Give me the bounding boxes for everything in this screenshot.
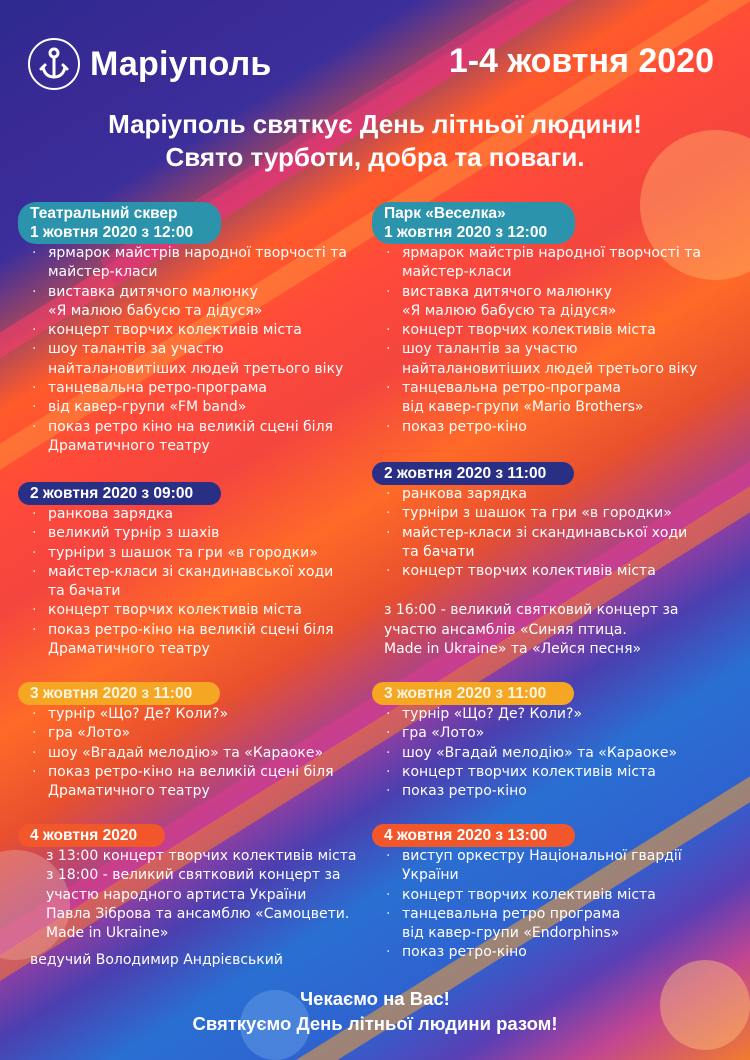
list-item: · шоу «Вгадай мелодію» та «Караоке»	[30, 744, 363, 763]
venue-pill	[18, 202, 221, 244]
list-item: · показ ретро-кіно на великій сцені біля Драматичного театру	[30, 621, 363, 660]
list-item: · ранкова зарядка	[384, 485, 717, 504]
text-line: з 13:00 концерт творчих колективів міста	[46, 848, 357, 864]
list-item: · концерт творчих колективів міста	[384, 321, 717, 340]
day1-list	[372, 244, 717, 437]
list-item: · концерт творчих колективів міста	[384, 763, 717, 782]
day3-list	[18, 705, 363, 801]
right-day3	[372, 682, 717, 801]
day3-list	[372, 705, 717, 801]
right-day4	[372, 824, 717, 963]
list-item: · концерт творчих колективів міста	[30, 601, 363, 620]
footer-line-1: Чекаємо на Вас!	[300, 988, 450, 1009]
list-item: · від кавер-групи «FM band»	[30, 398, 363, 417]
left-day4	[18, 824, 363, 971]
day-pill: 2 жовтня 2020 з 09:00	[18, 482, 221, 505]
day4-list	[372, 847, 717, 963]
list-item: · показ ретро-кіно	[384, 782, 717, 801]
list-item: · турніри з шашок та гри «в городки»	[30, 544, 363, 563]
text-line: Made in Ukraine»	[46, 925, 169, 942]
list-item: · турнір «Що? Де? Коли?»	[30, 705, 363, 724]
day-pill: 3 жовтня 2020 з 11:00	[372, 682, 574, 705]
list-item: · ярмарок майстрів народної творчості та майстер-класи	[384, 244, 717, 283]
list-item: · показ ретро-кіно	[384, 943, 717, 962]
day-pill: 4 жовтня 2020 з 13:00	[372, 824, 575, 847]
list-item: · майстер-класи зі скандинавської ходи та бачати	[384, 524, 717, 563]
day2-list	[372, 485, 717, 581]
text-line: з 18:00 - великий святковий концерт за	[46, 867, 341, 884]
host-line: ведучий Володимир Андрієвський	[30, 952, 283, 969]
footer-line-2: Святкуємо День літньої людини разом!	[192, 1013, 558, 1034]
text-line: з 16:00 - великий святковий концерт за	[384, 602, 679, 619]
venue-name: Парк «Веселка»	[384, 205, 506, 222]
list-item: · показ ретро-кіно	[384, 418, 717, 437]
text-line: Made in Ukraine» та «Лейся песня»	[384, 641, 642, 658]
city-logo	[28, 38, 272, 90]
left-day2	[18, 482, 363, 659]
list-item: · гра «Лото»	[384, 724, 717, 743]
list-item: · гра «Лото»	[30, 724, 363, 743]
anchor-icon	[28, 38, 80, 90]
list-item: · виступ оркестру Національної гвардії України	[384, 847, 717, 886]
list-item: · шоу «Вгадай мелодію» та «Караоке»	[384, 744, 717, 763]
list-item: · танцевальна ретро-програма від кавер-групи «Mario Brothers»	[384, 379, 717, 418]
list-item: · показ ретро кіно на великій сцені біля Драматичного театру	[30, 418, 363, 457]
list-item: · виставка дитячого малюнку «Я малюю бабусю та дідуся»	[384, 283, 717, 322]
day-pill: 2 жовтня 2020 з 11:00	[372, 462, 574, 485]
venue-teatralnyi-skver	[18, 202, 363, 456]
list-item: · танцевальна ретро програма від кавер-групи «Endorphins»	[384, 905, 717, 944]
day-pill: 3 жовтня 2020 з 11:00	[18, 682, 220, 705]
text-line: участю ансамблів «Синяя птица.	[384, 621, 627, 638]
day-date: 1 жовтня 2020 з 12:00	[30, 224, 194, 241]
day-pill: 4 жовтня 2020	[18, 824, 165, 847]
list-item: · концерт творчих колективів міста	[384, 562, 717, 581]
event-dates: 1-4 жовтня 2020	[448, 42, 714, 80]
list-item: · турніри з шашок та гри «в городки»	[384, 504, 717, 523]
list-item: · шоу талантів за участю найталановитіших людей третього віку	[384, 340, 717, 379]
list-item: · великий турнір з шахів	[30, 524, 363, 543]
list-item: · концерт творчих колективів міста	[384, 886, 717, 905]
venue-park-veselka	[372, 202, 717, 437]
venue-pill	[372, 202, 575, 244]
list-item: · концерт творчих колективів міста	[30, 321, 363, 340]
headline-line-1: Маріуполь святкує День літньої людини!	[108, 109, 642, 139]
day-date: 1 жовтня 2020 з 12:00	[384, 224, 548, 241]
left-day3	[18, 682, 363, 801]
day1-list	[18, 244, 363, 456]
footer-message	[0, 986, 750, 1036]
day2-list	[18, 505, 363, 659]
list-item: · турнір «Що? Де? Коли?»	[384, 705, 717, 724]
venue-name: Театральний сквер	[30, 205, 178, 222]
list-item: · шоу талантів за участю найталановитіших людей третього віку	[30, 340, 363, 379]
list-item: · танцевальна ретро-програма	[30, 379, 363, 398]
headline-line-2: Свято турботи, добра та поваги.	[165, 142, 585, 172]
list-item: · майстер-класи зі скандинавської ходи та бачати	[30, 563, 363, 602]
text-line: участю народного артиста України	[46, 886, 307, 903]
right-day2	[372, 462, 717, 659]
list-item: · виставка дитячого малюнку «Я малюю бабусю та дідуся»	[30, 283, 363, 322]
list-item: · ранкова зарядка	[30, 505, 363, 524]
list-item: · ярмарок майстрів народної творчості та майстер-класи	[30, 244, 363, 283]
headline	[0, 108, 750, 174]
list-item: · показ ретро-кіно на великій сцені біля Драматичного театру	[30, 763, 363, 802]
concert-note	[372, 601, 717, 659]
logo-text: Маріуполь	[90, 44, 272, 83]
day4-lines	[18, 847, 363, 943]
text-line: Павла Зіброва та ансамблю «Самоцвети.	[46, 905, 350, 922]
